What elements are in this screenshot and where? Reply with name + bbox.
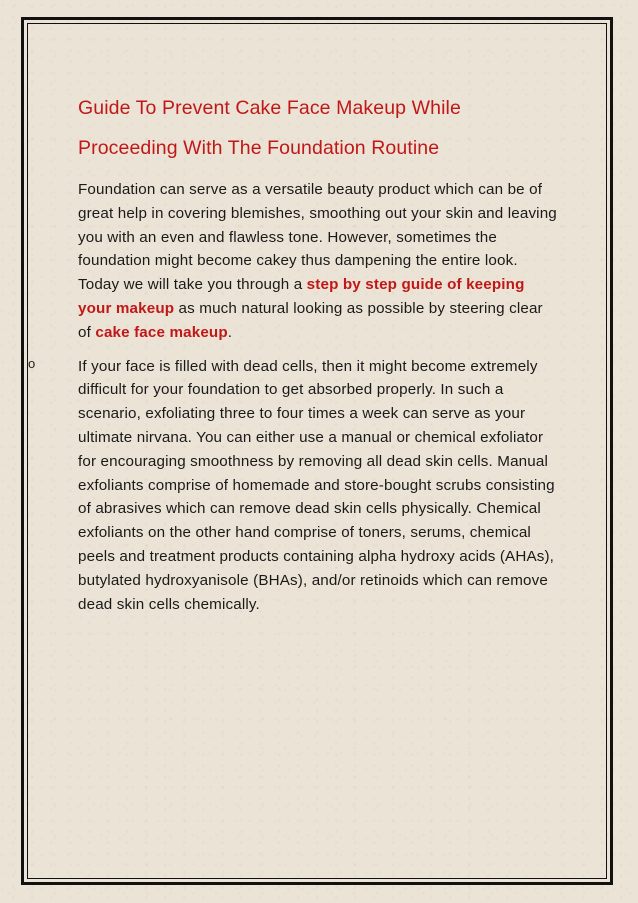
intro-text-1: Foundation can serve as a versatile beauty product which can be of great help in covering blemishes, smoothing out your skin and leaving you with an even and flawless tone. However, sometimes the foundation might become cakey thus dampening the entire look. Today we will take you through a bbox=[78, 181, 557, 294]
title-line-2: Proceeding With The Foundation Routine bbox=[78, 137, 440, 159]
bullet-icon: o bbox=[28, 355, 36, 371]
makeup-guide-link[interactable]: step by step guide of keeping your makeup bbox=[78, 276, 525, 317]
intro-text-2: as much natural looking as possible by steering clear of bbox=[78, 299, 543, 341]
intro-paragraph bbox=[78, 178, 558, 345]
title-line-1: Guide To Prevent Cake Face Makeup While bbox=[78, 97, 461, 119]
cake-face-makeup-link[interactable]: cake face makeup bbox=[95, 323, 228, 341]
intro-text-3: . bbox=[227, 323, 233, 341]
document-body bbox=[28, 88, 558, 616]
document-title bbox=[78, 88, 558, 168]
list-item bbox=[28, 355, 558, 617]
bullet-paragraph: If your face is filled with dead cells, then it might become extremely difficult for your foundation to get absorbed properly. In such a scenario, exfoliating three to four times a week can serve as your ultimate nirvana. You can either use a manual or chemical exfoliator for encouraging smoothness by removing all dead skin cells. Manual exfoliants comprise of homemade and store-bought scrubs consisting of abrasives which can remove dead skin cells physically. Chemical exfoliants on the other hand comprise of toners, serums, chemical peels and treatment products containing alpha hydroxy acids (AHAs), butylated hydroxyanisole (BHAs), and/or retinoids which can remove dead skin cells chemically. bbox=[78, 357, 555, 613]
